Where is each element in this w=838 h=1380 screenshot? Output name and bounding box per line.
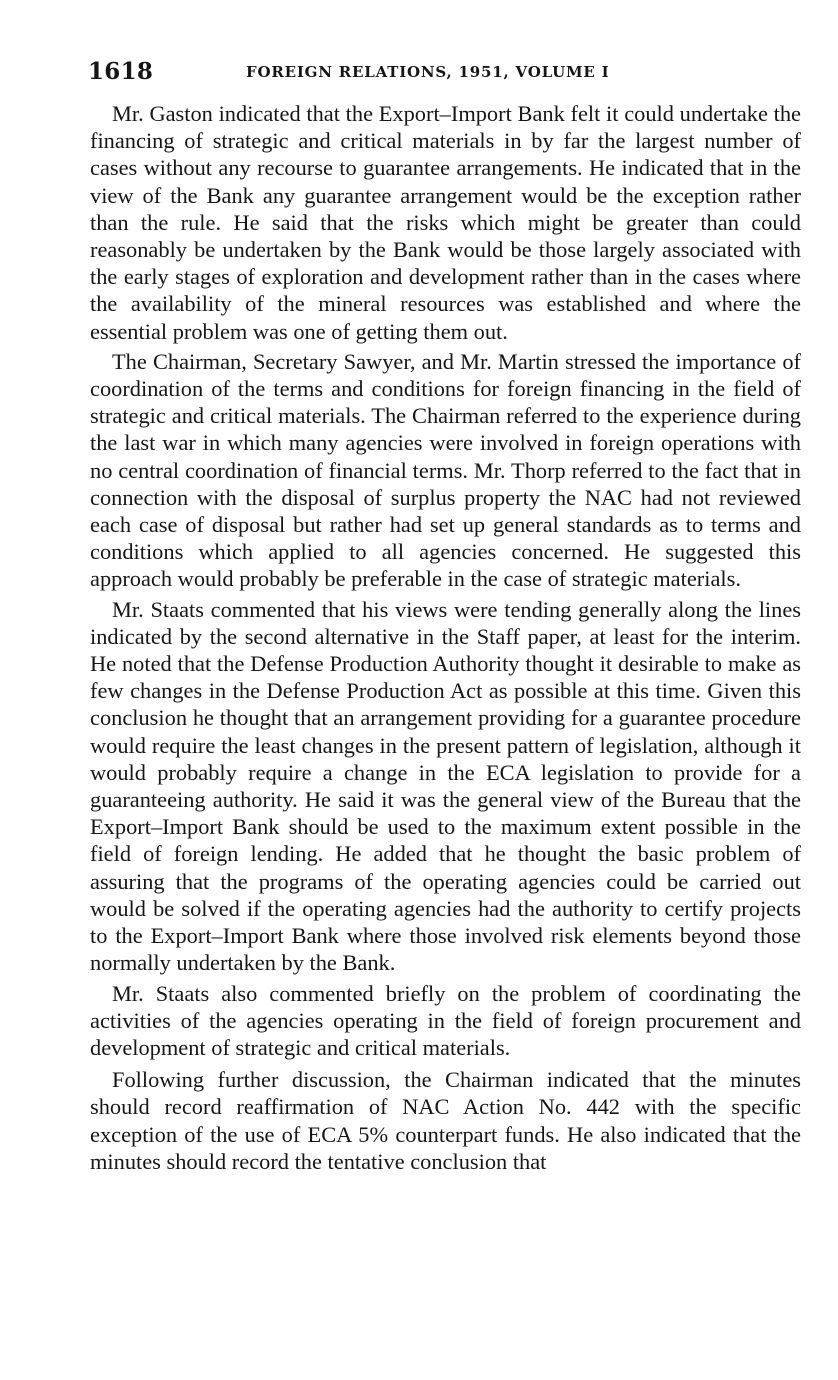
page-number: 1618 bbox=[88, 58, 154, 85]
running-head: FOREIGN RELATIONS, 1951, VOLUME I bbox=[246, 63, 610, 81]
paragraph-staats-views: Mr. Staats commented that his views were tending generally along the lines indicated by the second alternative in the Staff paper, at least for the interim. He noted that the Defense Production Authority thought it desirable to make as few changes in the Defense Production Act as possible at this time. Given this conclusion he thought that an arrangement providing for a guarantee procedure would require the least changes in the present pattern of legislation, although it would probably require a change in the ECA legislation to provide for a guaranteeing authority. He said it was the general view of the Bureau that the Export–Import Bank should be used to the maximum extent possible in the field of foreign lending. He added that he thought the basic problem of assuring that the programs of the operating agencies could be carried out would be solved if the operating agencies had the authority to certify projects to the Export–Import Bank where those involved risk elements beyond those normally undertaken by the Bank. bbox=[90, 596, 801, 976]
page-header bbox=[88, 56, 812, 96]
paragraph-following-discussion: Following further discussion, the Chairman indicated that the minutes should record reaffirmation of NAC Action No. 442 with the specific exception of the use of ECA 5% counterpart funds. He also indicated that the minutes should record the tentative conclusion that bbox=[90, 1067, 801, 1174]
paragraph-staats-coordinating: Mr. Staats also commented briefly on the problem of coordinating the activities of the agencies operating in the field of foreign procurement and development of strategic and critical materials. bbox=[90, 980, 801, 1060]
paragraph-gaston: Mr. Gaston indicated that the Export–Import Bank felt it could undertake the financing of strategic and critical materials in by far the largest number of cases without any recourse to guarantee arrangements. He indicated that in the view of the Bank any guarantee arrangement would be the exception rather than the rule. He said that the risks which might be greater than could reasonably be undertaken by the Bank would be those largely associated with the early stages of exploration and development rather than in the cases where the availability of the mineral resources was established and where the essential problem was one of getting them out. bbox=[90, 101, 801, 344]
paragraph-chairman-coordination: The Chairman, Secretary Sawyer, and Mr. Martin stressed the importance of coordination of the terms and conditions for foreign financing in the field of strategic and critical materials. The Chairman referred to the experience during the last war in which many agencies were involved in foreign operations with no central coordination of financial terms. Mr. Thorp referred to the fact that in connection with the disposal of surplus property the NAC had not reviewed each case of disposal but rather had set up general standards as to terms and conditions which applied to all agencies concerned. He suggested this approach would probably be preferable in the case of strategic materials. bbox=[90, 348, 801, 592]
body-text bbox=[90, 100, 801, 1175]
